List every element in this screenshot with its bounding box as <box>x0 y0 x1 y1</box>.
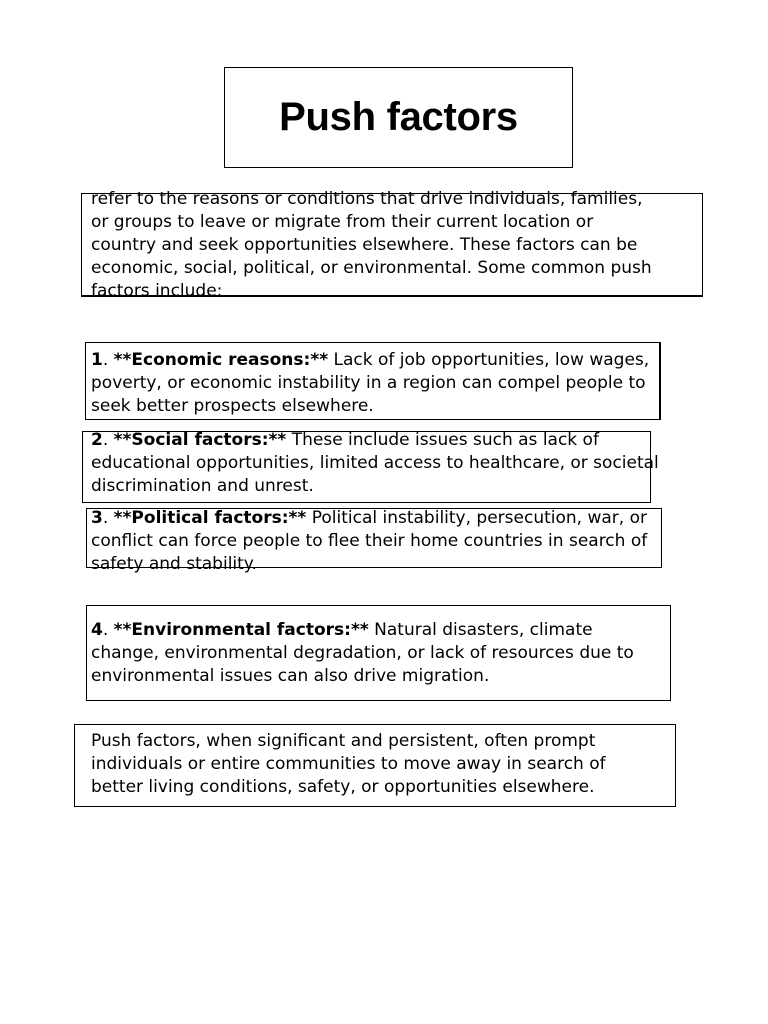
item-line: seek better prospects elsewhere. <box>91 396 374 416</box>
item-line-rest: Natural disasters, climate <box>368 620 593 640</box>
item-heading-separator: . <box>102 430 114 450</box>
item-line: safety and stability. <box>91 554 257 574</box>
item-line: environmental issues can also drive migration. <box>91 666 490 686</box>
item-line-rest: These include issues such as lack of <box>286 430 599 450</box>
item-number: 1 <box>91 350 103 370</box>
item-heading-label: **Environmental factors:** <box>113 620 369 640</box>
item-line: discrimination and unrest. <box>91 476 314 496</box>
item-number: 4 <box>91 620 103 640</box>
intro-line: country and seek opportunities elsewhere. These factors can be <box>91 235 638 255</box>
conclusion-text <box>91 730 606 799</box>
item-text <box>91 619 634 688</box>
conclusion-line: individuals or entire communities to move away in search of <box>91 754 606 774</box>
intro-line: factors include: <box>91 281 223 301</box>
push-factor-item-political <box>86 508 662 574</box>
conclusion-line: better living conditions, safety, or opportunities elsewhere. <box>91 777 595 797</box>
item-number: 2 <box>91 430 103 450</box>
item-heading-separator: . <box>102 508 114 528</box>
item-heading-label: **Political factors:** <box>113 508 307 528</box>
push-factor-item-economic <box>85 342 661 420</box>
push-factor-item-environmental <box>86 605 671 701</box>
item-text <box>91 507 647 576</box>
item-first-line <box>91 349 649 372</box>
item-first-line <box>91 429 659 452</box>
item-line-rest: Political instability, persecution, war, or <box>306 508 647 528</box>
conclusion-line: Push factors, when significant and persistent, often prompt <box>91 731 596 751</box>
item-number: 3 <box>91 508 103 528</box>
item-text <box>91 429 659 498</box>
item-heading-label: **Social factors:** <box>113 430 287 450</box>
intro-text <box>91 188 652 303</box>
item-text <box>91 349 649 418</box>
item-heading-separator: . <box>102 620 114 640</box>
item-line: change, environmental degradation, or lack of resources due to <box>91 643 634 663</box>
item-line: conflict can force people to flee their home countries in search of <box>91 531 648 551</box>
item-line-rest: Lack of job opportunities, low wages, <box>328 350 650 370</box>
intro-line: economic, social, political, or environmental. Some common push <box>91 258 652 278</box>
intro-line: refer to the reasons or conditions that drive individuals, families, <box>91 189 643 209</box>
push-factor-item-social <box>82 430 659 503</box>
intro-box <box>81 189 703 301</box>
page-title: Push factors <box>279 95 518 139</box>
item-line: educational opportunities, limited access to healthcare, or societal <box>91 453 659 473</box>
item-heading-label: **Economic reasons:** <box>113 350 329 370</box>
item-first-line <box>91 507 647 530</box>
item-line: poverty, or economic instability in a region can compel people to <box>91 373 646 393</box>
conclusion-box <box>74 724 676 807</box>
item-first-line <box>91 619 634 642</box>
item-heading-separator: . <box>102 350 114 370</box>
intro-line: or groups to leave or migrate from their current location or <box>91 212 594 232</box>
title-box <box>224 67 573 168</box>
